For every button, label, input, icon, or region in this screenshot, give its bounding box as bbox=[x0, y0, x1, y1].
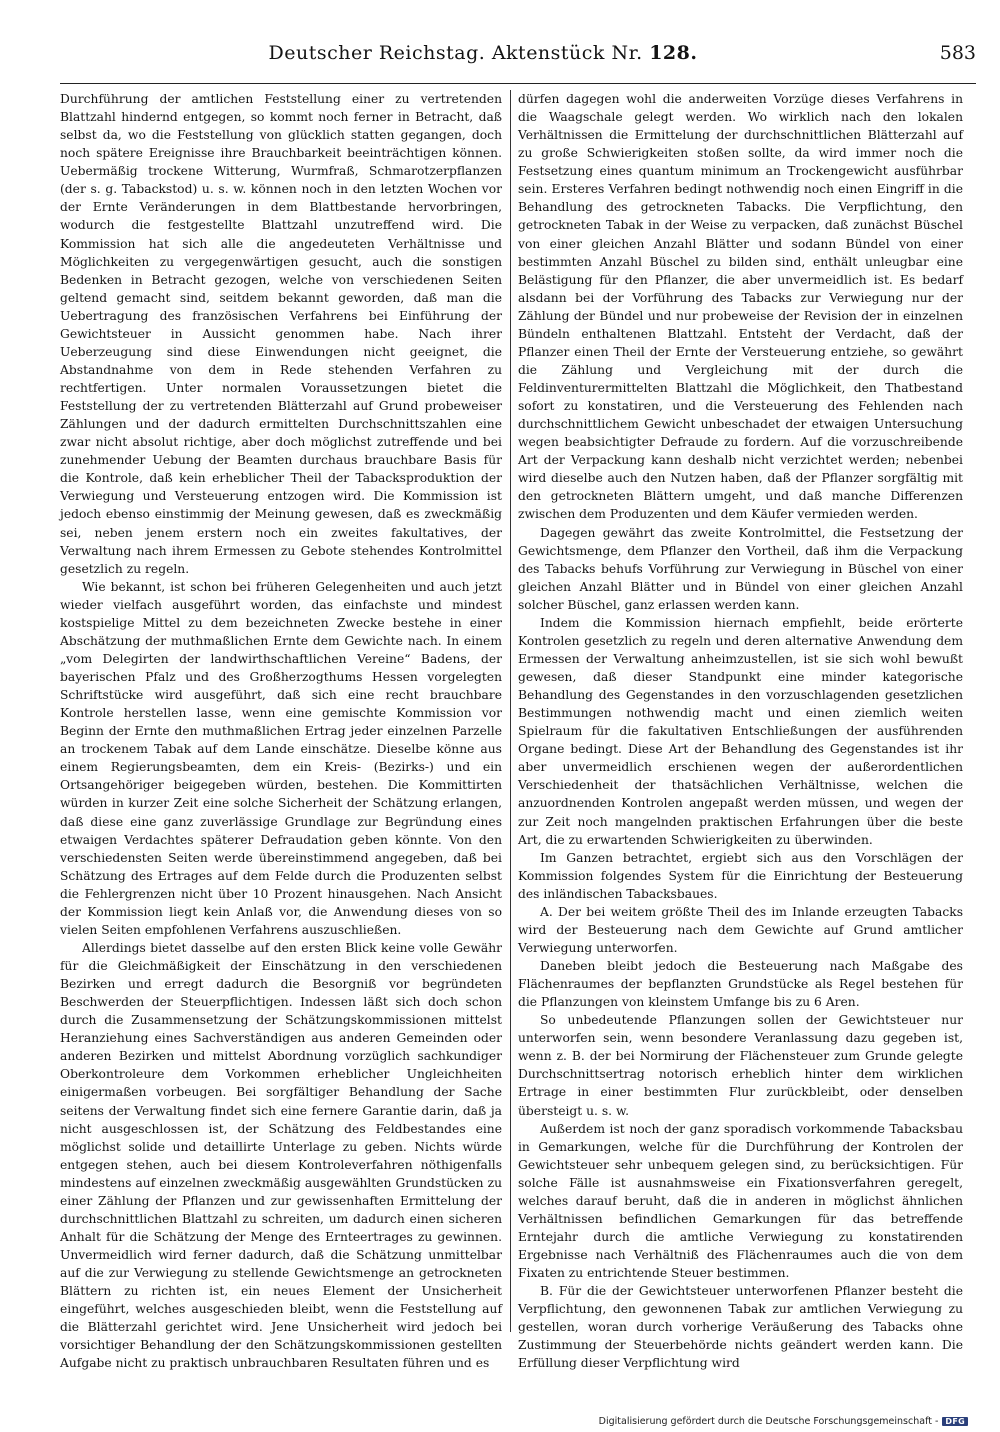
paragraph: Daneben bleibt jedoch die Besteuerung nach Maßgabe des Flächenraumes der bepflanzten Grundstücke als Regel bestehen für die Pflanzungen von kleinstem Umfange bis zu 6 Aren. bbox=[518, 959, 963, 1010]
page-header bbox=[60, 42, 976, 72]
paragraph: A. Der bei weitem größte Theil des im Inlande erzeugten Tabacks wird der Besteuerung nach dem Gewichte auf Grund amtlicher Verwiegung unterworfen. bbox=[518, 904, 963, 955]
paragraph: Indem die Kommission hiernach empfiehlt, beide erörterte Kontrolen gesetzlich zu regeln und deren alternative Anwendung dem Ermessen der Verwaltung anheimzustellen, ist sie sich wohl bewußt gewesen, daß dieser Standpunkt eine minder kategorische Behandlung des Gegenstandes in den vorzuschlagenden gesetzlichen Bestimmungen nothwendig macht und einen ziemlich weiten Spielraum für die fakultativen Entschließungen der ausführenden Organe bedingt. Diese Art der Behandlung des Gegenstandes ist ihr aber unvermeidlich erschienen wegen der außerordentlichen Verschiedenheit der thatsächlichen Verhältnisse, welchen die anzuordnenden Kontrolen angepaßt werden müssen, und wegen der zur Zeit noch mangelnden praktischen Erfahrungen über die beste Art, die zu erwartenden Schwierigkeiten zu überwinden. bbox=[518, 615, 963, 847]
paragraph: Außerdem ist noch der ganz sporadisch vorkommende Tabacksbau in Gemarkungen, welche für die Durchführung der Kontrolen der Gewichtsteuer sehr unbequem gelegen sind, zu berücksichtigen. Für solche Fälle ist ausnahmsweise ein Fixationsverfahren geregelt, welches darauf beruht, daß die in anderen in möglichst ähnlichen Verhältnissen befindlichen Gemarkungen für das betreffende Erntejahr durch die amtliche Verwiegung zu konstatirenden Ergebnisse nach Verhältniß des Flächenraumes auch die von dem Fixaten zu entrichtende Steuer bestimmen. bbox=[518, 1121, 963, 1281]
paragraph: Dagegen gewährt das zweite Kontrolmittel, die Festsetzung der Gewichtsmenge, dem Pflanzer den Vortheil, daß ihm die Verpackung des Tabacks behufs Vorführung zur Verwiegung in Büschel von einer gleichen Anzahl Blätter und in Bündel von einer gleichen Anzahl solcher Büschel, ganz erlassen werden kann. bbox=[518, 525, 963, 612]
dfg-logo: DFG bbox=[942, 1417, 968, 1426]
paragraph: Im Ganzen betrachtet, ergiebt sich aus den Vorschlägen der Kommission folgendes System für die Einrichtung der Besteuerung des inländischen Tabacksbaues. bbox=[518, 850, 963, 901]
document-number: 128. bbox=[649, 42, 698, 64]
running-title bbox=[60, 42, 906, 64]
paragraph: dürfen dagegen wohl die anderweiten Vorzüge dieses Verfahrens in die Waagschale gelegt werden. Wo wirklich nach den lokalen Verhältnissen die Ermittelung der durchschnittlichen Blätterzahl auf zu große Schwierigkeiten stoßen sollte, da wird immer noch die Festsetzung eines quantum minimum an Trockengewicht ausführbar sein. Ersteres Verfahren bedingt nothwendig noch einen Eingriff in die Behandlung des getrockneten Tabacks. Die Verpflichtung, den getrockneten Tabak in der Weise zu verpacken, daß zunächst Büschel von einer gleichen Anzahl Blätter und sodann Bündel von einer bestimmten Anzahl Büschel zu bilden sind, enthält unleugbar eine Belästigung für den Pflanzer, die aber unvermeidlich ist. Es bedarf alsdann bei der Vorführung des Tabacks zur Verwiegung nur der Zählung der Bündel und nur probeweise der Revision der in einzelnen Bündeln enthaltenen Blattzahl. Entsteht der Verdacht, daß der Pflanzer einen Theil der Ernte der Versteuerung entziehe, so gewährt die Zählung und Vergleichung mit der durch die Feldinventurermittelten Blattzahl die Möglichkeit, den Thatbestand sofort zu konstatiren, und die Versteuerung des Fehlenden nach durchschnittlichem Gewicht unbeschadet der etwaigen Untersuchung wegen beabsichtigter Defraude zu fordern. Auf die vorzuschreibende Art der Verpackung kann deshalb nicht verzichtet werden; nebenbei wird dieselbe auch den Nutzen haben, daß der Pflanzer sorgfältig mit den getrockneten Blättern umgeht, und daß manche Differenzen zwischen dem Produzenten und dem Käufer vermieden werden. bbox=[518, 92, 963, 522]
paragraph: So unbedeutende Pflanzungen sollen der Gewichtsteuer nur unterworfen sein, wenn besondere Veranlassung dazu gegeben ist, wenn z. B. der bei Normirung der Flächensteuer zum Grunde gelegte Durchschnittsertrag notorisch erheblich hinter dem wirklichen Ertrage in einer bestimmten Flur zurückbleibt, oder denselben übersteigt u. s. w. bbox=[518, 1013, 963, 1118]
digitization-credit bbox=[599, 1416, 968, 1427]
left-column bbox=[60, 90, 502, 1371]
right-column bbox=[518, 90, 963, 1371]
header-rule bbox=[60, 83, 976, 84]
column-divider bbox=[510, 90, 511, 1332]
paragraph: B. Für die der Gewichtsteuer unterworfenen Pflanzer besteht die Verpflichtung, den gewonnenen Tabak zur amtlichen Verwiegung zu gestellen, woran durch vorherige Veräußerung des Tabacks ohne Zustimmung der Steuerbehörde nichts geändert werden kann. Die Erfüllung dieser Verpflichtung wird bbox=[518, 1284, 963, 1371]
paragraph: Durchführung der amtlichen Feststellung einer zu vertretenden Blattzahl hindernd entgegen, so kommt noch ferner in Betracht, daß selbst da, wo die Feststellung von glücklich statten gegangen, doch noch spätere Ereignisse ihre Brauchbarkeit beeinträchtigen können. Uebermäßig trockene Witterung, Wurmfraß, Schmarotzerpflanzen (der s. g. Tabackstod) u. s. w. können noch in den letzten Wochen vor der Ernte Veränderungen in dem Blattbestande hervorbringen, wodurch die festgestellte Blattzahl unzutreffend wird. Die Kommission hat sich alle die angedeuteten Verhältnisse und Möglichkeiten zu vergegenwärtigen gesucht, auch die sonstigen Bedenken in Betracht gezogen, welche von verschiedenen Seiten geltend gemacht sind, seitdem bekannt geworden, daß man die Uebertragung des französischen Verfahrens bei Einführung der Gewichtsteuer in Aussicht genommen habe. Nach ihrer Ueberzeugung sind diese Einwendungen nicht geeignet, die Abstandnahme von dem in Rede stehenden Verfahren zu rechtfertigen. Unter normalen Voraussetzungen bietet die Feststellung der zu vertretenden Blätterzahl auf Grund probeweiser Zählungen und der dadurch ermittelten Durchschnittszahlen eine zwar nicht absolut richtige, aber doch möglichst zutreffende und bei zunehmender Uebung der Beamten durchaus brauchbare Basis für die Kontrole, daß kein erheblicher Theil der Tabacksproduktion der Verwiegung und Versteuerung entzogen wird. Die Kommission ist jedoch ebenso einstimmig der Meinung gewesen, daß es zweckmäßig sei, neben jenem erstern noch ein zweites fakultatives, der Verwaltung nach ihrem Ermessen zu Gebote stehendes Kontrolmittel gesetzlich zu regeln. bbox=[60, 92, 502, 576]
page-number: 583 bbox=[939, 42, 976, 64]
credit-text: Digitalisierung gefördert durch die Deutsche Forschungsgemeinschaft - bbox=[598, 1416, 939, 1427]
running-title-text: Deutscher Reichstag. Aktenstück Nr. bbox=[268, 42, 643, 64]
paragraph: Allerdings bietet dasselbe auf den ersten Blick keine volle Gewähr für die Gleichmäßigkeit der Einschätzung in den verschiedenen Bezirken und erregt dadurch die Besorgniß vor begründeten Beschwerden der Steuerpflichtigen. Indessen läßt sich doch schon durch die Zusammensetzung der Schätzungskommissionen mittelst Heranziehung eines Sachverständigen aus anderen Gemeinden oder anderen Bezirken und mittelst Abordnung vorzüglich sachkundiger Oberkontroleure dem Vorkommen erheblicher Ungleichheiten einigermaßen vorbeugen. Bei sorgfältiger Behandlung der Sache seitens der Verwaltung findet sich eine fernere Garantie darin, daß ja nicht ausgeschlossen ist, der Schätzung des Feldbestandes eine möglichst solide und detaillirte Unterlage zu geben. Nichts würde entgegen stehen, auch bei diesem Kontroleverfahren nöthigenfalls mindestens auf einzelnen zweckmäßig ausgewählten Grundstücken zu einer Zählung der Pflanzen und zur gewissenhaften Ermittelung der durchschnittlichen Blattzahl zu schreiten, um dadurch einen sicheren Anhalt für die Schätzung der Menge des Ernteertrages zu gewinnen. Unvermeidlich wird ferner dadurch, daß die Schätzung unmittelbar auf die zur Verwiegung zu stellende Gewichtsmenge an getrockneten Blättern zu richten ist, ein neues Element der Unsicherheit eingeführt, welches ausgeschieden bleibt, wenn die Feststellung auf die Blätterzahl gerichtet wird. Jene Unsicherheit wird jedoch bei vorsichtiger Behandlung der den Schätzungskommissionen gestellten Aufgabe nicht zu praktisch unbrauchbaren Resultaten führen und es bbox=[60, 940, 502, 1371]
paragraph: Wie bekannt, ist schon bei früheren Gelegenheiten und auch jetzt wieder vielfach ausgeführt worden, das einfachste und mindest kostspielige Mittel zu dem bezeichneten Zwecke bestehe in einer Abschätzung der muthmaßlichen Ernte dem Gewichte nach. In einem „vom Delegirten der landwirthschaftlichen Vereine“ Badens, der bayerischen Pfalz und des Großherzogthums Hessen vorgelegten Schriftstücke wird ausgeführt, daß sich eine recht brauchbare Kontrole herstellen lasse, wenn eine gemischte Kommission vor Beginn der Ernte den muthmaßlichen Ertrag jeder einzelnen Parzelle an trockenem Tabak auf dem Lande einschätze. Dieselbe könne aus einem Regierungsbeamten, dem ein Kreis- (Bezirks-) und ein Ortsangehöriger beigegeben würden, bestehen. Die Kommittirten würden in kurzer Zeit eine solche Sicherheit der Schätzung erlangen, daß diese eine ganz zuverlässige Grundlage zur Begründung eines etwaigen Verdachtes späterer Defraudation geben könnte. Von den verschiedensten Seiten werde übereinstimmend angegeben, daß bei Schätzung des Ertrages auf dem Felde durch die Produzenten selbst die Fehlergrenzen nicht über 10 Prozent hinausgehen. Nach Ansicht der Kommission liegt kein Anlaß vor, die Anwendung dieses von so vielen Seiten empfohlenen Verfahrens auszuschließen. bbox=[60, 579, 502, 937]
